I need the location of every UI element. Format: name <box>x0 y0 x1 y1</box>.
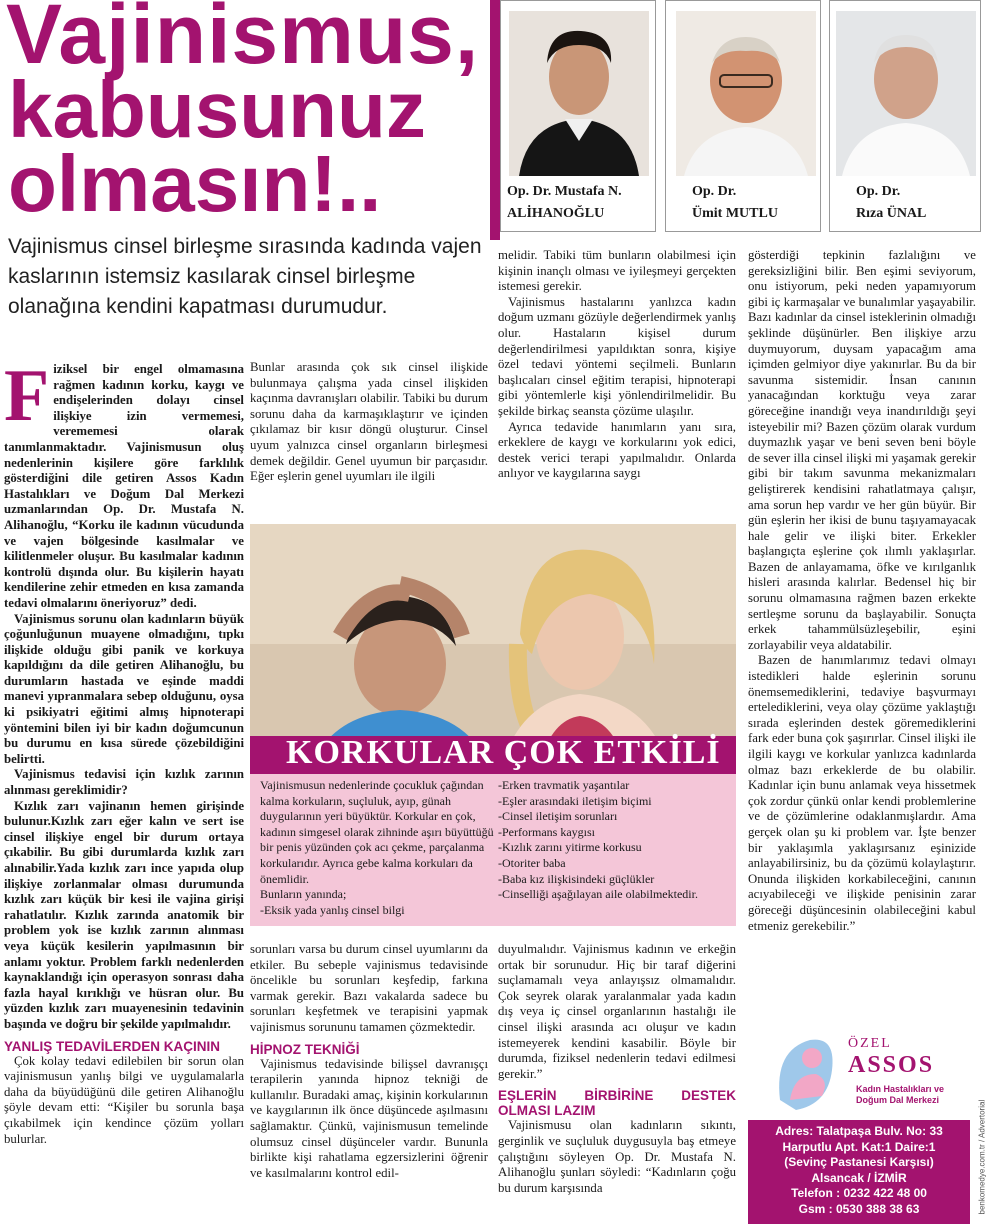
drop-cap: F <box>4 355 50 437</box>
address-line: Harputlu Apt. Kat:1 Daire:1 <box>782 1139 936 1154</box>
doctor-card-3 <box>829 0 981 232</box>
col3-bottom-para-1: duyulmalıdır. Vajinismus kadının ve erkeğin ortak bir sorunudur. Hiç bir taraf diğerini suçlamamalı veya anlayışsız olmamalıdır. Çok seyrek olarak yaralanmalar yada kadın dış veya iç cinsel organlarının hastalığı ile cinsel ilişki arasında acı oluşur ve kadın istemeyerek kendini kasabilir. Böyle bir durumda, fiziksel nedenlerin tedavi edilmesi gerekir.” <box>498 942 736 1081</box>
banner-title: KORKULAR ÇOK ETKİLİ <box>286 734 721 771</box>
col3-top-para-2: Vajinismus hastalarını yanlızca kadın doğum uzmanı gözüyle değerlendirmek yanlış olur. Hastaların kişisel durum değerlendirilmesi yapıldıktan sonra, kişiye özel tedavi yöntemi seçilmeli. Bunların başlıcaları cinsel eğitim terapisi, hipnoterapi gibi yöntemlerle kişi yönlendirilmelidir. Bu şekilde birkaç seansta çözüme ulaşılır. <box>498 294 736 418</box>
doctor-photo-2 <box>676 11 816 176</box>
column-3-top <box>498 248 736 482</box>
doctor-photo-1 <box>509 11 649 176</box>
doctor-caption-1 <box>507 181 622 225</box>
col1-subheading: YANLIŞ TEDAVİLERDEN KAÇININ <box>4 1038 221 1054</box>
fears-list <box>498 778 734 903</box>
fears-list-item: -Kızlık zarını yitirme korkusu <box>498 840 642 855</box>
logo-sub-1: Kadın Hastalıkları ve <box>856 1084 945 1094</box>
doctor-caption-3 <box>856 181 926 225</box>
logo-mother-child-icon <box>770 1030 840 1114</box>
fears-text-3: -Eksik yada yanlış cinsel bilgi <box>260 902 405 917</box>
col1-question: Vajinismus tedavisi için kızlık zarının alınması gereklimidir? <box>4 767 244 798</box>
doctor-name-3: Op. Dr. <box>856 184 901 199</box>
fears-list-item: -Cinsel iletişim sorunları <box>498 809 618 824</box>
fears-list-item: -Baba kız ilişkisindeki güçlükler <box>498 871 655 886</box>
fears-text: Vajinismusun nedenlerinde çocukluk çağından kalma korkuların, suçluluk, ayıp, günah duygularının yeri büyüktür. Korkular en çok, kadının simgesel olarak zihninde aşırı büyüttüğü bir penis yüzünden çok acı çekme, parçalanma korkularıdır. Ayrıca gebe kalma korkuları da önemlidir. <box>260 778 494 886</box>
fears-list-item: -Cinselliği aşağılayan aile olabilmektedir. <box>498 887 698 902</box>
side-credit <box>972 1040 987 1220</box>
col1-para-3: Kızlık zarı vajinanın hemen girişinde bulunur.Kızlık zarı eğer kalın ve sert ise cinsel ilişkiye engel bir durum ortaya çıkabilir. Bu gibi durumlarda kızlık zarı alınabilir.Yada kızlık zarı ince yapıda olup ilişkiye zorlanmalar olması durumunda kızlık zarı küçük bir kesi ile vajina girişi rahatlatılır. Kızlık zarında anatomik bir problem yok ise kızlık zarının alınması veya küçük kesilerin yapılmasının bir anlamı yoktur. Problem farklı nedenlerden kaynaklandığı için operasyon sonrası daha fazla hayal kırıklığı ve hüsran olur. Bu yüzden kızlık zarı muayenesinin tedavinin başında ve doğru bir şekilde yapılmalıdır. <box>4 798 244 1031</box>
accent-bar <box>490 0 500 240</box>
column-3-bottom <box>498 942 736 1196</box>
col1-para-4: Çok kolay tedavi edilebilen bir sorun olan vajinismusun yanlış bilgi ve uygulamalarla daha da büyüdüğünü dile getiren Alihanoğlu şöyle devam etti: “Kişiler bu sorunla başa çıkabilmek için kendince çözüm yolları bulurlar. <box>4 1053 244 1146</box>
phone-line: Telefon : 0232 422 48 00 <box>791 1186 927 1201</box>
col1-para-1: iziksel bir engel olmamasına rağmen kadının korku, kaygı ve endişelerinden dolayı cinsel ilişkiye izin vermemesi, verememesi olarak tanımlanmaktadır. Vajinismusun oluş nedenlerinin kişilere göre farklılık gösterdiğini dile getiren Assos Kadın Hastalıkları ve Doğum Dal Merkezi uzmanlarından Op. Dr. Mustafa N. Alihanoğlu, “Korku ile kadının vücudunda ve vajen bölgesinde kasılmalar ve kilitlenmeler oluşur. Bu kasılmalar kadının kontrolü dışında olur. Bu kişilerin hayatı kendilerine zehir etmeden en kısa zamanda tedavi olmalarını öneriyoruz” dedi. <box>4 362 244 610</box>
doctor-surname-3: Rıza ÜNAL <box>856 206 927 221</box>
col3-top-para-3: Ayrıca tedavide hanımların yanı sıra, erkeklere de kaygı ve korkularını yok edici, destek verici terapi yapılmalıdır. Onlarda anlıyor ve kaygılarına saygı <box>498 419 736 481</box>
headline-line-3: olmasın!.. <box>8 139 382 228</box>
column-1 <box>4 355 244 1147</box>
headline-line-2: kabusunuz <box>8 65 426 154</box>
col1-para-2: Vajinismus sorunu olan kadınların büyük çoğunluğunun muayene olmadığını, tıpkı ilişkide olduğu gibi panik ve korkuya kapıldığını da dile getiren Alihanoğlu, bu durumların hastada ve eşinde maddi manevi yıpranmalara sebep olduğunu, oysa ki psikiyatri eğitimi almış hipnoterapi yöntemini bilen iyi bir kadın doğumcunun bu durumu en kısa sürede çözebildiğini belirtti. <box>4 611 244 766</box>
col2-bottom-para-1: sorunları varsa bu durum cinsel uyumlarını da etkiler. Bu sebeple vajinismus tedavisinde öncelikle bu sorunları keşfedip, farkına varmak gerekir. Bazı vakalarda sadece bu sorunları keşfetmek ve terapisini yapmak vajinismus sorununu tamamen çözmektedir. <box>250 942 488 1034</box>
fears-list-item: -Erken travmatik yaşantılar <box>498 778 630 792</box>
logo-ozel: ÖZEL <box>848 1036 892 1051</box>
address-line: (Sevinç Pastanesi Karşısı) <box>784 1155 934 1170</box>
col4-para-2: Bazen de hanımlarımız tedavi olmayı istedikleri halde eşlerinin sorunu önemsemediklerini, tedaviye başvurmayı ertelediklerini, veya olay çözüme yaklaştığı sırada eşlerinden destek göremediklerini fark eder buna çok şaşırırlar. Cinsel ilişki ile ilgili kaygı ve korkular yanlızca kadınlarda olmaz bazı erkeklerde de bu olabilir. Kadınlar için bunu anlamak veya hissetmek çok zordur çünkü onlar kendi problemlerine ve de çözümlerine odaklanmışlardır. Ama gerçek olan şu ki problem var. İşte benzer bir yaklaşımla yaklaşırsanız eşinizide anlayabilirsiniz, bu da çözümü kolaylaştırır. Onunda ilişkiden korkabileceğini, canının acıyabileceği ve ilişkide penisinin zarar göreceği düşüncesinin olabileceğini kabul etmeniz gerekebilir.” <box>748 653 976 933</box>
logo-sub-2: Doğum Dal Merkezi <box>856 1095 940 1105</box>
address-box <box>748 1120 970 1224</box>
fears-box-left <box>260 778 496 918</box>
col2-top-para: Bunlar arasında çok sık cinsel ilişkide bulunmaya çalışma yada cinsel ilişkiden kaçınma davranışları olabilir. Tabiki bu durum sorunu daha da karmaşıklaştırır ve içinden çıkılamaz bir kısır döngü oluşturur. Cinsel uyum yalnızca cinsel organların birleşmesi demek değildir. Genel uyumun bir parçasıdır. Eğer eşlerin genel uyumları ile ilgili <box>250 360 488 484</box>
address-line: Adres: Talatpaşa Bulv. No: 33 <box>775 1124 943 1138</box>
column-2-bottom <box>250 942 488 1181</box>
section-banner <box>250 736 736 774</box>
doctor-photo-3 <box>836 11 976 176</box>
col3-top-para-1: melidir. Tabiki tüm bunların olabilmesi için kişinin inançlı olması ve iyileşmeyi gerçekten istemesi gerekir. <box>498 248 736 294</box>
intro-text: Vajinismus cinsel birleşme sırasında kadında vajen kaslarının istemsiz kasılarak cinsel birleşme olanağına kendini kapatması durumudur. <box>8 235 482 318</box>
fears-list-item: -Performans kaygısı <box>498 824 595 839</box>
doctor-name-1: Op. Dr. Mustafa N. <box>507 184 622 199</box>
col2-bottom-para-2: Vajinismus tedavisinde bilişsel davranışçı terapilerin yanında hipnoz tekniği de kullanılır. Buradaki amaç, kişinin korkularının ve kaygılarının ilk önce düşüncede aşılmasını sağlamaktır. Çünkü, vajinismusun temelinde olumsuz cinsel düşünceler vardır. Bununla birlikte kişi rahatlama egzersizlerini öğrenir ve kasılmalarını kontrol edil- <box>250 1056 488 1180</box>
column-2-top <box>250 360 488 485</box>
doctor-name-2: Op. Dr. <box>692 184 737 199</box>
column-4 <box>748 248 976 934</box>
doctor-card-2 <box>665 0 821 232</box>
doctor-surname-1: ALİHANOĞLU <box>507 206 605 221</box>
headline-line-1: Vajinismus, <box>6 0 480 81</box>
logo-name: ASSOS <box>848 1052 935 1078</box>
fears-text-2: Bunların yanında; <box>260 887 347 902</box>
fears-box <box>250 774 736 926</box>
col3-subheading: EŞLERİN BİRBİRİNE DESTEK OLMASI LAZIM <box>498 1088 736 1119</box>
assos-logo <box>770 1030 960 1114</box>
doctor-caption-2 <box>692 181 778 225</box>
col3-bottom-para-2: Vajinismusu olan kadınların sıkıntı, gerginlik ve suçluluk duygusuyla baş etmeye çalıştığını söyleyen Op. Dr. Mustafa N. Alihanoğlu şunları söyledi: “Kadınların çoğu bu durum karşısında <box>498 1118 736 1195</box>
fears-list-item: -Eşler arasındaki iletişim biçimi <box>498 793 652 808</box>
doctor-surname-2: Ümit MUTLU <box>692 206 778 221</box>
address-line: Alsancak / İZMİR <box>811 1170 907 1185</box>
doctor-card-1 <box>500 0 656 232</box>
side-credit-text: benkomedye.com.tr / Advertorial <box>977 1099 987 1215</box>
gsm-line: Gsm : 0530 388 38 63 <box>798 1201 920 1216</box>
fears-list-item: -Otoriter baba <box>498 855 566 870</box>
col2-subheading: HİPNOZ TEKNİĞİ <box>250 1041 360 1057</box>
headline <box>4 0 496 230</box>
col4-para-1: gösterdiği tepkinin fazlalığını ve gereksizliğini bilir. Ben eşimi seviyorum, onu istiyorum, peki neden yapamıyorum gibi iç karmaşalar ve bunalımlar yaşayabilir. Bazı kadınlar da cinsel isteklerinin olmadığı şeklinde düşünürler. Ben ilişkiye arzu duymuyorum, duysam yapacağım ama içimden gelmiyor diye yakınırlar. Bu da bir savunma sistemidir. İnsan canının yanacağından korktuğu veya zarar göreceğine inandığı veya inandırıldığı şeyi isteyebilir mi? Bazen çözüm olarak vurdum duymazlık yaşar ve beni seven beni böyle de sever illa cinsel ilişki mi yaşamak gerekir gibi bir takım savunma mekanizmaları geliştirerek kendisini rahatlatmaya çalışır, ama sorun hep vardır ve her gün büyür. Bir gün eşlerin her ikisi de bunu taşıyamayacak hale gelir ve ilişki biter. Erkekler başlangıçta eşlerine çok ılımlı yaklaşırlar. Bazen de anlayamama, öfke ve kırılganlık hisleri arasında kalırlar. Bedensel hiç bir sorunu olmamasına rağmen bazen erkekte sertleşme sorunu da başlayabilir. Sonuçta erkek tahammülsüzleşebilir, eşini zorlayabilir veya aldatabilir. <box>748 248 976 652</box>
